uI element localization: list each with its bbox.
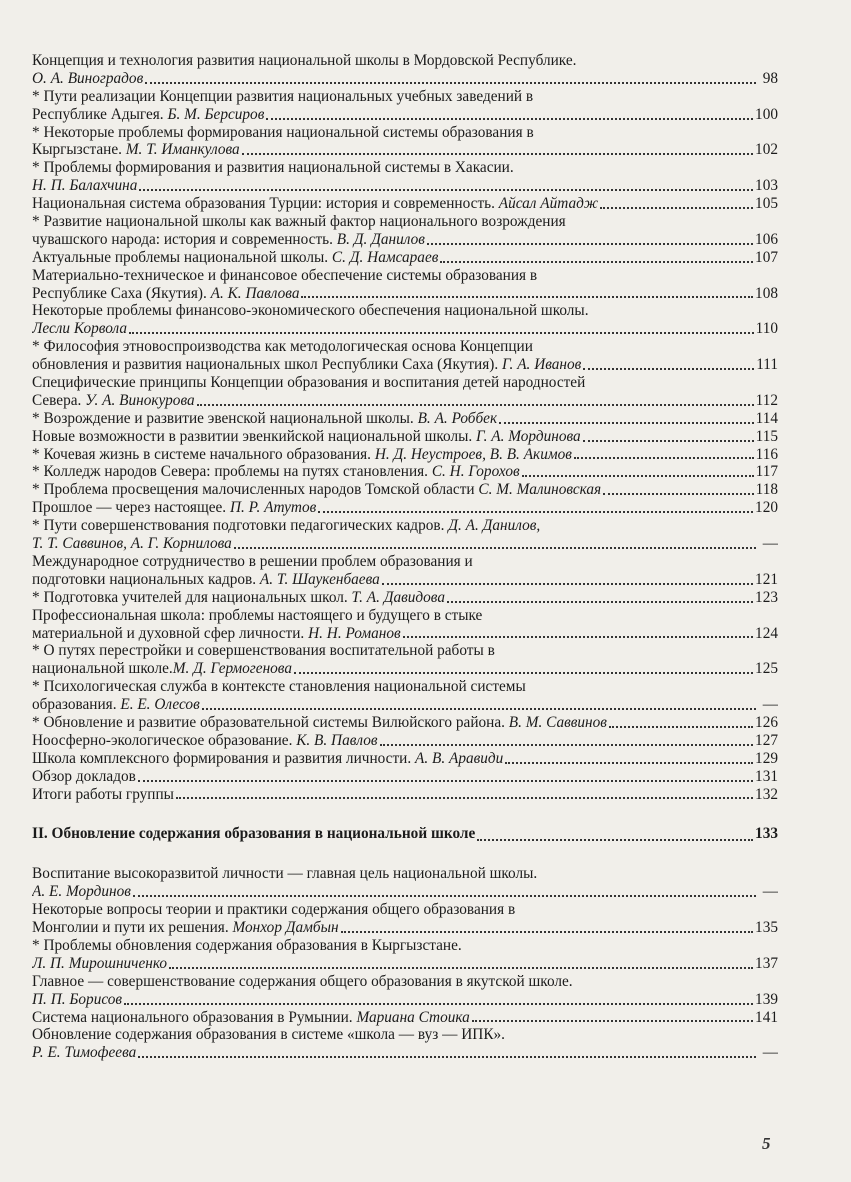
entry-page-number: — bbox=[762, 1044, 778, 1062]
dot-leader bbox=[341, 931, 753, 933]
dot-leader bbox=[145, 82, 756, 84]
toc-line bbox=[32, 571, 778, 589]
dot-leader bbox=[139, 189, 753, 191]
toc-group-2 bbox=[32, 865, 778, 1062]
dot-leader bbox=[380, 744, 754, 746]
dot-leader bbox=[603, 493, 753, 495]
dot-leader bbox=[133, 895, 756, 897]
entry-title: материальной и духовной сфер личности. bbox=[32, 624, 309, 642]
toc-line bbox=[32, 696, 778, 714]
dot-leader bbox=[447, 601, 753, 603]
toc-line bbox=[32, 1009, 778, 1027]
toc-line bbox=[32, 177, 778, 195]
toc-line-text bbox=[32, 213, 566, 231]
entry-page-number: 127 bbox=[755, 731, 778, 749]
toc-line bbox=[32, 356, 778, 374]
toc-line-text bbox=[32, 1026, 505, 1044]
entry-author: Монхор Дамбын bbox=[232, 919, 339, 937]
entry-page-number: 110 bbox=[755, 320, 778, 338]
toc-line bbox=[32, 517, 778, 535]
toc-line-text bbox=[32, 919, 339, 937]
dot-leader bbox=[403, 636, 753, 638]
entry-title: Материально-техническое и финансовое обеспечение системы образования в bbox=[32, 266, 538, 284]
toc-line-text bbox=[32, 1044, 136, 1062]
toc-line-text bbox=[32, 428, 581, 446]
entry-page-number: 107 bbox=[755, 248, 778, 266]
toc-line-text bbox=[32, 320, 127, 338]
entry-author: Т. А. Давидова bbox=[351, 588, 445, 606]
toc-line-text bbox=[32, 714, 607, 732]
entry-page-number: 132 bbox=[755, 785, 778, 803]
section-heading-page: 133 bbox=[755, 825, 778, 843]
toc-line-text bbox=[32, 267, 537, 285]
toc-line-text bbox=[32, 991, 122, 1009]
toc-line bbox=[32, 428, 778, 446]
entry-page-number: 102 bbox=[755, 141, 778, 159]
toc-line bbox=[32, 481, 778, 499]
toc-line bbox=[32, 124, 778, 142]
toc-line-text bbox=[32, 786, 174, 804]
entry-title: * Подготовка учителей для национальных школ. bbox=[32, 588, 352, 606]
entry-title: * Проблемы обновления содержания образования в Кыргызстане. bbox=[32, 936, 462, 954]
toc-line-text bbox=[32, 973, 573, 991]
dot-leader bbox=[138, 780, 753, 782]
entry-title: Новые возможности в развитии эвенкийской национальной школы. bbox=[32, 427, 477, 445]
dot-leader bbox=[266, 118, 753, 120]
entry-author: Мариана Стоика bbox=[356, 1008, 470, 1026]
entry-page-number: 129 bbox=[755, 749, 778, 767]
toc-line-text bbox=[32, 660, 292, 678]
toc-line-text bbox=[32, 955, 167, 973]
section-heading bbox=[32, 823, 778, 845]
entry-author: А. Т. Шаукенбаева bbox=[259, 570, 380, 588]
entry-title: Школа комплексного формирования и развития личности. bbox=[32, 749, 415, 767]
toc-line bbox=[32, 267, 778, 285]
entry-title: Некоторые проблемы финансово-экономического обеспечения национальной школы. bbox=[32, 302, 589, 320]
entry-author: О. А. Виноградов bbox=[32, 69, 144, 87]
dot-leader bbox=[583, 368, 754, 370]
toc-line bbox=[32, 714, 778, 732]
entry-title: Воспитание высокоразвитой личности — главная цель национальной школы. bbox=[32, 865, 538, 883]
toc-line bbox=[32, 955, 778, 973]
toc-line-text bbox=[32, 124, 534, 142]
toc-line bbox=[32, 320, 778, 338]
entry-page-number: 123 bbox=[755, 588, 778, 606]
entry-author: Н. Н. Романов bbox=[308, 624, 401, 642]
entry-title: Севера. bbox=[32, 391, 86, 409]
table-of-contents bbox=[32, 52, 778, 1062]
entry-author: К. В. Павлов bbox=[296, 731, 378, 749]
entry-title: Система национального образования в Румынии. bbox=[32, 1008, 357, 1026]
toc-line-text bbox=[32, 865, 537, 883]
toc-line bbox=[32, 1026, 778, 1044]
toc-line-text bbox=[32, 499, 316, 517]
entry-author: Л. П. Мирошниченко bbox=[32, 954, 168, 972]
toc-line-text bbox=[32, 302, 589, 320]
toc-line bbox=[32, 642, 778, 660]
toc-line-text bbox=[32, 52, 576, 70]
toc-line bbox=[32, 732, 778, 750]
toc-line bbox=[32, 937, 778, 955]
toc-line-text bbox=[32, 410, 497, 428]
entry-title: * Психологическая служба в контексте становления национальной системы bbox=[32, 678, 526, 696]
toc-line bbox=[32, 338, 778, 356]
entry-page-number: 98 bbox=[762, 69, 778, 87]
toc-line bbox=[32, 499, 778, 517]
toc-line bbox=[32, 919, 778, 937]
entry-title: Профессиональная школа: проблемы настоящего и будущего в стыке bbox=[32, 606, 483, 624]
toc-line bbox=[32, 231, 778, 249]
entry-page-number: 125 bbox=[755, 660, 778, 678]
entry-title: Актуальные проблемы национальной школы. bbox=[32, 248, 332, 266]
toc-line bbox=[32, 589, 778, 607]
entry-title: * Проблема просвещения малочисленных народов Томской области bbox=[32, 481, 479, 499]
entry-title: * Некоторые проблемы формирования национальной системы образования в bbox=[32, 123, 534, 141]
entry-page-number: 126 bbox=[755, 713, 778, 731]
entry-title: Обзор докладов bbox=[32, 767, 136, 785]
entry-title: подготовки национальных кадров. bbox=[32, 570, 260, 588]
entry-title: * Кочевая жизнь в системе начального образования. bbox=[32, 445, 375, 463]
toc-line-text bbox=[32, 768, 136, 786]
entry-author: Т. Т. Саввинов, А. Г. Корнилова bbox=[32, 535, 232, 553]
dot-leader bbox=[522, 475, 754, 477]
entry-title: Ноосферно-экологическое образование. bbox=[32, 731, 297, 749]
entry-author: Д. А. Данилов, bbox=[448, 517, 541, 535]
entry-author: М. Д. Гермогенова bbox=[172, 660, 292, 678]
entry-author: Б. М. Берсиров bbox=[167, 105, 265, 123]
entry-author: А. В. Аравиди bbox=[414, 749, 504, 767]
dot-leader bbox=[318, 511, 753, 513]
entry-page-number: — bbox=[762, 883, 778, 901]
entry-title: образования. bbox=[32, 696, 121, 714]
dot-leader bbox=[138, 1056, 756, 1058]
toc-line bbox=[32, 768, 778, 786]
entry-title: Кыргызстане. bbox=[32, 141, 126, 159]
entry-title: * Развитие национальной школы как важный фактор национального возрождения bbox=[32, 213, 566, 231]
toc-line bbox=[32, 660, 778, 678]
toc-line-text bbox=[32, 553, 473, 571]
dot-leader bbox=[129, 332, 754, 334]
toc-line bbox=[32, 625, 778, 643]
entry-title: Национальная система образования Турции: история и современность. bbox=[32, 195, 499, 213]
entry-author: Айсал Айтадж bbox=[498, 195, 599, 213]
toc-line bbox=[32, 553, 778, 571]
dot-leader bbox=[176, 797, 753, 799]
toc-line-text bbox=[32, 70, 143, 88]
dot-leader bbox=[600, 207, 753, 209]
toc-line bbox=[32, 678, 778, 696]
entry-title: * О путях перестройки и совершенствования воспитательной работы в bbox=[32, 642, 495, 660]
toc-line-text bbox=[32, 392, 195, 410]
entry-page-number: — bbox=[762, 535, 778, 553]
dot-leader bbox=[609, 726, 753, 728]
toc-line-text bbox=[32, 535, 232, 553]
entry-title: Специфические принципы Концепции образования и воспитания детей народностей bbox=[32, 374, 586, 392]
toc-line bbox=[32, 88, 778, 106]
toc-line bbox=[32, 141, 778, 159]
toc-line-text bbox=[32, 901, 515, 919]
entry-title: Концепция и технология развития национальной школы в Мордовской Республике. bbox=[32, 52, 577, 69]
entry-page-number: 141 bbox=[755, 1008, 778, 1026]
toc-line-text bbox=[32, 678, 526, 696]
entry-title: Некоторые вопросы теории и практики содержания общего образования в bbox=[32, 901, 516, 919]
entry-page-number: 100 bbox=[755, 105, 778, 123]
entry-title: Международное сотрудничество в решении проблем образования и bbox=[32, 552, 473, 570]
toc-line-text bbox=[32, 195, 598, 213]
toc-line-text bbox=[32, 589, 445, 607]
toc-line-text bbox=[32, 338, 533, 356]
toc-line bbox=[32, 285, 778, 303]
entry-author: Н. П. Балахчина bbox=[32, 177, 138, 195]
toc-line bbox=[32, 374, 778, 392]
toc-line bbox=[32, 302, 778, 320]
entry-author: П. Р. Атутов bbox=[229, 499, 317, 517]
toc-line bbox=[32, 991, 778, 1009]
entry-page-number: 112 bbox=[755, 391, 778, 409]
entry-author: Е. Е. Олесов bbox=[120, 696, 200, 714]
toc-line bbox=[32, 159, 778, 177]
entry-title: * Пути реализации Концепции развития национальных учебных заведений в bbox=[32, 87, 534, 105]
section-heading-title: II. Обновление содержания образования в национальной школе bbox=[32, 825, 476, 843]
toc-line-text bbox=[32, 249, 438, 267]
entry-title: чувашского народа: история и современность. bbox=[32, 230, 337, 248]
dot-leader bbox=[301, 296, 753, 298]
entry-author: М. Т. Иманкулова bbox=[125, 141, 240, 159]
entry-title: * Колледж народов Севера: проблемы на путях становления. bbox=[32, 463, 432, 481]
toc-line-text bbox=[32, 625, 401, 643]
toc-line-text bbox=[32, 481, 601, 499]
entry-page-number: 121 bbox=[755, 570, 778, 588]
entry-title: Главное — совершенствование содержания общего образования в якутской школе. bbox=[32, 972, 573, 990]
entry-author: В. А. Роббек bbox=[417, 409, 498, 427]
entry-author: В. Д. Данилов bbox=[336, 230, 425, 248]
toc-line bbox=[32, 535, 778, 553]
entry-page-number: 116 bbox=[755, 445, 778, 463]
dot-leader bbox=[583, 440, 754, 442]
entry-page-number: — bbox=[762, 696, 778, 714]
toc-line-text bbox=[32, 159, 514, 177]
toc-line-text bbox=[32, 1009, 470, 1027]
toc-line bbox=[32, 195, 778, 213]
entry-title: Республике Саха (Якутия). bbox=[32, 284, 211, 302]
entry-page-number: 139 bbox=[755, 990, 778, 1008]
dot-leader bbox=[197, 404, 754, 406]
toc-line-text bbox=[32, 750, 503, 768]
entry-author: С. Д. Намсараев bbox=[331, 248, 439, 266]
toc-line-text bbox=[32, 141, 240, 159]
entry-title: * Возрождение и развитие эвенской национальной школы. bbox=[32, 409, 418, 427]
entry-author: Г. А. Мординова bbox=[476, 427, 581, 445]
entry-author: Р. Е. Тимофеева bbox=[32, 1044, 137, 1062]
toc-line bbox=[32, 883, 778, 901]
toc-line bbox=[32, 750, 778, 768]
toc-line-text bbox=[32, 356, 581, 374]
toc-line bbox=[32, 865, 778, 883]
toc-line-text bbox=[32, 883, 131, 901]
entry-title: национальной школе. bbox=[32, 660, 173, 678]
dot-leader bbox=[382, 583, 753, 585]
toc-line bbox=[32, 213, 778, 231]
entry-author: А. К. Павлова bbox=[210, 284, 300, 302]
toc-line-text bbox=[32, 607, 482, 625]
toc-line bbox=[32, 70, 778, 88]
entry-title: * Обновление и развитие образовательной системы Вилюйского района. bbox=[32, 713, 509, 731]
entry-page-number: 111 bbox=[756, 356, 778, 374]
entry-author: Н. Д. Неустроев, В. В. Акимов bbox=[374, 445, 572, 463]
toc-line-text bbox=[32, 642, 495, 660]
dot-leader bbox=[124, 1003, 753, 1005]
entry-author: С. Н. Горохов bbox=[431, 463, 520, 481]
toc-line-text bbox=[32, 463, 520, 481]
toc-line bbox=[32, 410, 778, 428]
toc-line-text bbox=[32, 106, 264, 124]
entry-page-number: 131 bbox=[755, 767, 778, 785]
toc-line bbox=[32, 786, 778, 804]
dot-leader bbox=[234, 547, 756, 549]
toc-line-text bbox=[32, 732, 378, 750]
toc-line bbox=[32, 52, 778, 70]
entry-page-number: 135 bbox=[755, 919, 778, 937]
toc-line bbox=[32, 249, 778, 267]
toc-line-text bbox=[32, 937, 462, 955]
toc-line bbox=[32, 973, 778, 991]
dot-leader bbox=[294, 672, 753, 674]
toc-line-text bbox=[32, 285, 299, 303]
toc-line bbox=[32, 446, 778, 464]
dot-leader bbox=[505, 762, 753, 764]
entry-page-number: 124 bbox=[755, 624, 778, 642]
entry-title: * Философия этновоспроизводства как методологическая основа Концепции bbox=[32, 338, 533, 356]
dot-leader bbox=[472, 1020, 753, 1022]
entry-title: Итоги работы группы bbox=[32, 785, 174, 803]
entry-title: обновления и развития национальных школ Республики Саха (Якутия). bbox=[32, 356, 502, 374]
entry-author: У. А. Винокурова bbox=[85, 391, 195, 409]
toc-line bbox=[32, 392, 778, 410]
entry-page-number: 114 bbox=[755, 409, 778, 427]
toc-line bbox=[32, 463, 778, 481]
toc-line bbox=[32, 901, 778, 919]
toc-group-1 bbox=[32, 52, 778, 803]
entry-title: Республике Адыгея. bbox=[32, 105, 168, 123]
entry-title: Прошлое — через настоящее. bbox=[32, 499, 230, 517]
entry-page-number: 120 bbox=[755, 499, 778, 517]
toc-line bbox=[32, 607, 778, 625]
entry-page-number: 118 bbox=[755, 481, 778, 499]
toc-line-text bbox=[32, 231, 425, 249]
entry-page-number: 103 bbox=[755, 177, 778, 195]
toc-line-text bbox=[32, 446, 572, 464]
entry-page-number: 117 bbox=[755, 463, 778, 481]
entry-author: Г. А. Иванов bbox=[502, 356, 582, 374]
entry-title: * Пути совершенствования подготовки педагогических кадров. bbox=[32, 517, 449, 535]
dot-leader bbox=[242, 153, 753, 155]
dot-leader bbox=[427, 243, 753, 245]
dot-leader bbox=[574, 457, 754, 459]
entry-author: П. П. Борисов bbox=[32, 990, 123, 1008]
entry-author: В. М. Саввинов bbox=[508, 713, 607, 731]
toc-line bbox=[32, 106, 778, 124]
dot-leader bbox=[440, 261, 753, 263]
dot-leader bbox=[202, 708, 756, 710]
toc-line-text bbox=[32, 88, 533, 106]
entry-author: С. М. Малиновская bbox=[478, 481, 602, 499]
toc-line-text bbox=[32, 517, 540, 535]
entry-title: Обновление содержания образования в системе «школа — вуз — ИПК». bbox=[32, 1026, 506, 1044]
entry-author: А. Е. Мординов bbox=[32, 883, 131, 901]
toc-line-text bbox=[32, 571, 380, 589]
toc-line-text bbox=[32, 696, 200, 714]
dot-leader bbox=[499, 422, 753, 424]
entry-title: * Проблемы формирования и развития национальной системы в Хакасии. bbox=[32, 159, 514, 177]
entry-page-number: 115 bbox=[755, 427, 778, 445]
page-number: 5 bbox=[762, 1134, 771, 1153]
entry-page-number: 106 bbox=[755, 230, 778, 248]
dot-leader bbox=[169, 967, 753, 969]
toc-line-text bbox=[32, 374, 585, 392]
entry-author: Лесли Корвола bbox=[32, 320, 127, 338]
entry-page-number: 105 bbox=[755, 195, 778, 213]
toc-line-text bbox=[32, 177, 137, 195]
entry-page-number: 137 bbox=[755, 954, 778, 972]
entry-page-number: 108 bbox=[755, 284, 778, 302]
entry-title: Монголии и пути их решения. bbox=[32, 919, 233, 937]
toc-line bbox=[32, 1044, 778, 1062]
